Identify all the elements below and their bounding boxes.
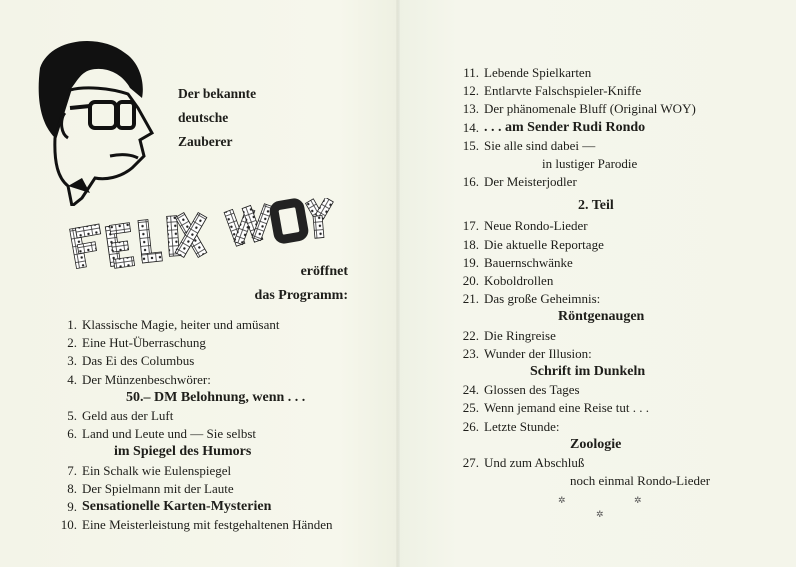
part2-heading: 2. Teil [578, 198, 614, 214]
program-item [450, 345, 710, 363]
item-text: Eine Meisterleistung mit festgehaltenen Händen [82, 517, 333, 533]
opens-line: eröffnet [300, 264, 348, 279]
item-text: Neue Rondo-Lieder [484, 218, 588, 234]
item-text: Der Münzenbeschwörer: [82, 371, 211, 387]
item-number: 23. [462, 345, 479, 361]
program-item [48, 425, 333, 443]
program-item-subtitle [450, 308, 710, 326]
program-item [450, 100, 710, 118]
program-item [450, 272, 710, 290]
program-item [450, 381, 710, 399]
program-item [450, 454, 710, 472]
item-number: 3. [67, 353, 77, 369]
item-text: Schrift im Dunkeln [530, 364, 646, 380]
program-item [450, 254, 710, 272]
item-number: 22. [462, 327, 479, 343]
program-item [450, 82, 710, 100]
item-text: im Spiegel des Humors [114, 444, 252, 460]
item-number: 5. [67, 408, 77, 424]
item-text: Das Ei des Columbus [82, 353, 195, 369]
item-text: Koboldrollen [484, 273, 554, 289]
item-text: Letzte Stunde: [484, 418, 560, 434]
program-item [450, 119, 710, 137]
program-item [48, 498, 333, 516]
star-ornament [540, 493, 680, 523]
item-text: Bauernschwänke [484, 254, 573, 270]
program-item [450, 64, 710, 82]
item-number: 10. [60, 517, 77, 533]
star-icon: ✲ [596, 509, 604, 519]
intro-line: Zauberer [178, 134, 233, 149]
program-item [48, 371, 333, 389]
item-number: 4. [67, 371, 77, 387]
star-icon: ✲ [634, 495, 642, 505]
program-item-subtitle [48, 443, 333, 461]
program-item [48, 316, 333, 334]
item-number: 20. [462, 273, 479, 289]
program-item [450, 137, 710, 155]
program-item [450, 399, 710, 417]
item-text: in lustiger Parodie [542, 156, 638, 172]
program-item-continuation [450, 155, 710, 173]
item-number: 25. [462, 400, 479, 416]
item-text: Das große Geheimnis: [484, 291, 601, 307]
item-text: Der Spielmann mit der Laute [82, 480, 234, 496]
item-number: 24. [462, 382, 479, 398]
item-text: Entlarvte Falschspieler-Kniffe [484, 83, 642, 99]
item-text: noch einmal Rondo-Lieder [570, 473, 711, 489]
item-text: Der Meisterjodler [484, 174, 577, 190]
item-number: 18. [462, 236, 479, 252]
program-item [48, 462, 333, 480]
item-number: 13. [462, 101, 479, 117]
item-text: Sie alle sind dabei — [484, 137, 596, 153]
program-item [48, 334, 333, 352]
item-text: Wenn jemand eine Reise tut . . . [484, 400, 650, 416]
program-item [450, 418, 710, 436]
item-text: Und zum Abschluß [484, 455, 585, 471]
item-number: 27. [462, 455, 479, 471]
program-item [450, 173, 710, 191]
item-text: . . . am Sender Rudi Rondo [484, 119, 646, 135]
program-item [450, 327, 710, 345]
program-item-continuation [450, 472, 710, 490]
item-number: 19. [462, 254, 479, 270]
item-text: 50.– DM Belohnung, wenn . . . [126, 389, 306, 405]
program-item [48, 516, 333, 534]
item-text: Klassische Magie, heiter und amüsant [82, 317, 280, 332]
item-text: Glossen des Tages [484, 382, 580, 398]
item-number: 2. [67, 335, 77, 351]
intro-line: Der bekannte [178, 86, 257, 101]
item-text: Geld aus der Luft [82, 408, 174, 424]
item-number: 17. [462, 218, 479, 234]
star-icon: ✲ [558, 495, 566, 505]
item-text: Sensationelle Karten-Mysterien [82, 499, 272, 515]
item-number: 8. [67, 480, 77, 496]
program-item [450, 217, 710, 235]
item-number: 7. [67, 462, 77, 478]
item-text: Ein Schalk wie Eulenspiegel [82, 462, 232, 478]
item-number: 15. [462, 137, 479, 153]
item-number: 1. [67, 317, 77, 332]
item-number: 11. [463, 65, 479, 80]
item-number: 26. [462, 418, 479, 434]
program-item [48, 352, 333, 370]
item-text: Die aktuelle Reportage [484, 236, 604, 252]
intro-line: deutsche [178, 110, 229, 125]
item-text: Wunder der Illusion: [484, 345, 592, 361]
program-list-part2 [450, 64, 710, 490]
page-fold [396, 0, 400, 567]
item-number: 9. [67, 499, 77, 515]
opens-program-text [255, 260, 348, 308]
program-item [450, 290, 710, 308]
item-text: Eine Hut-Überraschung [82, 335, 206, 351]
program-item [450, 236, 710, 254]
item-text: Lebende Spielkarten [484, 65, 592, 80]
program-list-part1 [48, 316, 333, 534]
item-number: 21. [462, 291, 479, 307]
program-item-subtitle [450, 363, 710, 381]
program-item [48, 407, 333, 425]
program-item [48, 480, 333, 498]
program-item-subtitle [48, 389, 333, 407]
item-number: 6. [67, 426, 77, 442]
item-number: 16. [462, 174, 479, 190]
item-text: Röntgenaugen [558, 309, 645, 325]
intro-text [178, 82, 256, 154]
item-text: Die Ringreise [484, 327, 556, 343]
magician-portrait-illustration [10, 28, 170, 206]
item-text: Der phänomenale Bluff (Original WOY) [484, 101, 696, 117]
opens-line: das Programm: [254, 288, 348, 303]
item-number: 12. [462, 83, 479, 99]
item-number: 14. [462, 119, 479, 135]
program-item-subtitle [450, 436, 710, 454]
item-text: Land und Leute und — Sie selbst [82, 426, 257, 442]
item-text: Zoologie [570, 436, 622, 452]
